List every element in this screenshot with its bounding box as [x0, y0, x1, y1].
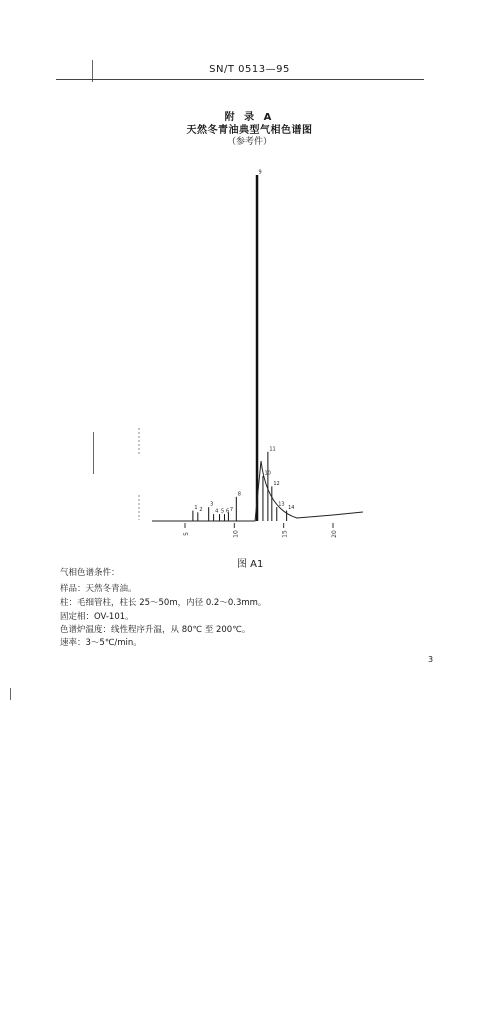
peak-label-1: 1	[194, 505, 198, 512]
page-number: 3	[428, 655, 434, 664]
peak-label-4: 4	[215, 508, 219, 515]
peak-label-6: 6	[225, 508, 230, 515]
scan-mark	[10, 688, 11, 700]
peak-label-5: 5	[221, 508, 225, 515]
standard-code: SN/T 0513—95	[209, 64, 290, 75]
figure-label: 图 A1	[237, 559, 264, 570]
peak-label-11: 11	[269, 446, 276, 453]
chart-title: 天然冬青油典型气相色谱图	[186, 125, 313, 136]
conditions-heading: 气相色谱条件：	[60, 568, 120, 578]
chart-subtitle: （参考件）	[226, 137, 272, 147]
peak-label-10: 10	[264, 470, 271, 477]
x-tick-label: 15	[281, 530, 289, 538]
annex-title: 附 录 A	[224, 112, 275, 123]
peak-label-8: 8	[237, 491, 241, 498]
x-tick-label: 5	[183, 532, 190, 536]
condition-sample: 样品：天然冬青油。	[60, 584, 137, 594]
peak-label-3: 3	[210, 501, 214, 508]
condition-rate: 速率：3～5℃/min。	[60, 638, 142, 648]
x-axis-ticks	[183, 523, 338, 538]
peak-label-9: 9	[258, 169, 262, 176]
peak-label-13: 13	[278, 501, 285, 508]
peak-labels	[194, 170, 294, 515]
peak-label-12: 12	[273, 480, 280, 487]
x-tick-label: 10	[232, 530, 240, 538]
condition-stationary-phase: 固定相：OV-101。	[60, 612, 134, 622]
condition-column: 柱：毛细管柱，柱长 25～50m，内径 0.2～0.3mm。	[60, 598, 267, 608]
peak-label-2: 2	[199, 506, 203, 513]
peaks	[193, 175, 287, 521]
peak-label-7: 7	[229, 506, 234, 513]
x-tick-label: 20	[331, 530, 338, 538]
condition-oven-temperature: 色谱炉温度：线性程序升温，从 80℃ 至 200℃。	[60, 625, 251, 635]
peak-label-14: 14	[288, 505, 295, 512]
